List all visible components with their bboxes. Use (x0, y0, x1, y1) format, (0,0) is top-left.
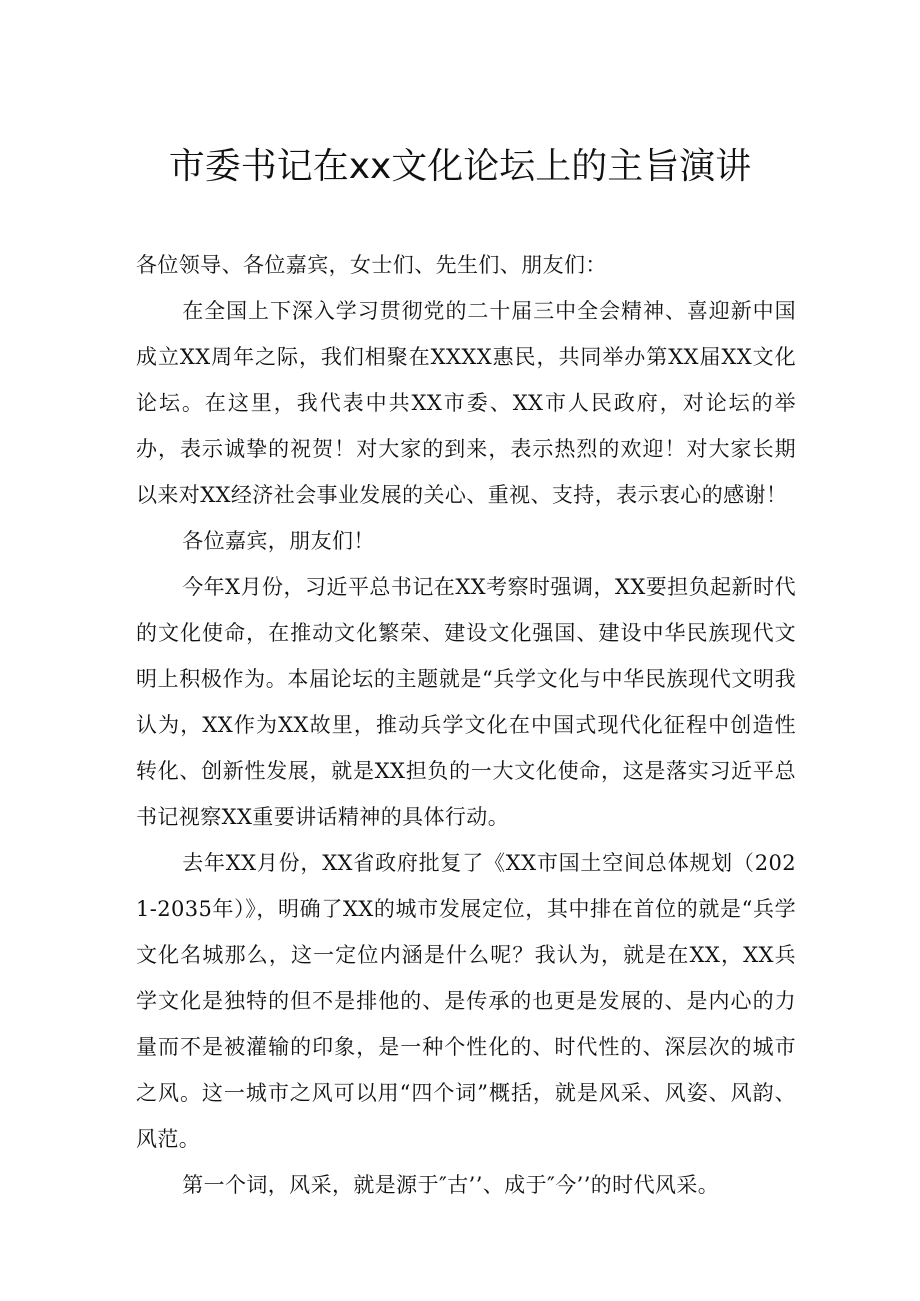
salutation-paragraph: 各位领导、各位嘉宾，女士们、先生们、朋友们： (136, 253, 607, 277)
document-body (136, 242, 796, 1208)
city-positioning-paragraph: 去年XX月份，XX省政府批复了《XX市国土空间总体规划（2021-2035年）》，明确了XX的城市发展定位，其中排在首位的就是“兵学文化名城那么，这一定位内涵是什么呢？我认为，就是在XX，XX兵学文化是独特的但不是排他的、是传承的也更是发展的、是内心的力量而不是被灌输的印象，是一种个性化的、时代性的、深层次的城市之风。这一城市之风可以用“四个词”概括，就是风采、风姿、风韵、风范。 (136, 851, 796, 1151)
opening-paragraph: 在全国上下深入学习贯彻党的二十届三中全会精神、喜迎新中国成立XX周年之际，我们相聚在XXXX惠民，共同举办第XX届XX文化论坛。在这里，我代表中共XX市委、XX市人民政府，对论坛的举办，表示诚挚的祝贺！对大家的到来，表示热烈的欢迎！对大家长期以来对XX经济社会事业发展的关心、重视、支持，表示衷心的感谢！ (136, 299, 796, 507)
first-word-paragraph: 第一个词，风采，就是源于″古’’、成于″今’’的时代风采。 (182, 1173, 720, 1197)
address-paragraph: 各位嘉宾，朋友们！ (182, 529, 375, 553)
document-title: 市委书记在xx文化论坛上的主旨演讲 (168, 146, 752, 187)
mission-paragraph: 今年X月份，习近平总书记在XX考察时强调，XX要担负起新时代的文化使命，在推动文化繁荣、建设文化强国、建设中华民族现代文明上积极作为。本届论坛的主题就是“兵学文化与中华民族现代文明我认为，XX作为XX故里，推动兵学文化在中国式现代化征程中创造性转化、创新性发展，就是XX担负的一大文化使命，这是落实习近平总书记视察XX重要讲话精神的具体行动。 (136, 575, 796, 829)
